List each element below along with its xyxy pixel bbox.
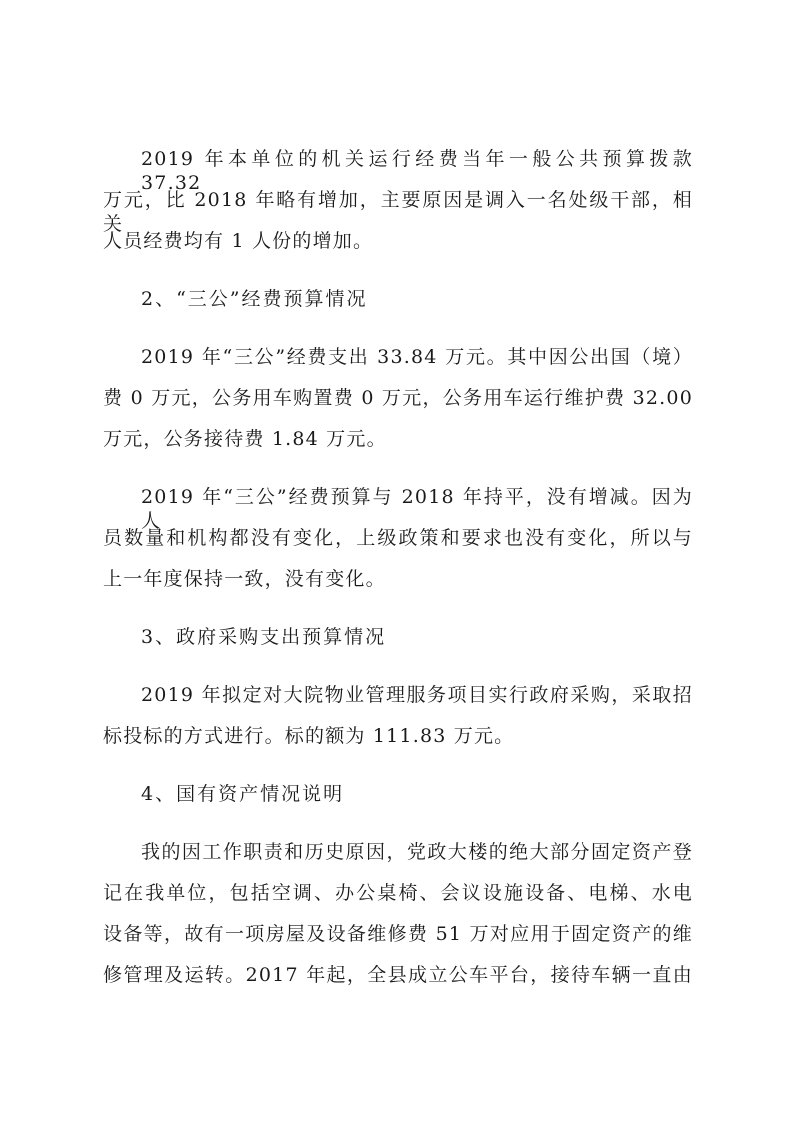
para1-line3: 人员经费均有 1 人份的增加。 [103,230,374,252]
section-heading-3: 3、政府采购支出预算情况 [141,626,387,648]
para3-line2: 员数量和机构都没有变化，上级政策和要求也没有变化，所以与 [103,527,693,549]
para5-line2: 记在我单位，包括空调、办公桌椅、会议设施设备、电梯、水电 [103,882,693,904]
para5-line3: 设备等，故有一项房屋及设备维修费 51 万对应用于固定资产的维 [103,923,693,945]
para4-line2: 标投标的方式进行。标的额为 111.83 万元。 [103,725,515,747]
para1-line1: 2019 年本单位的机关运行经费当年一般公共预算拨款 37.32 [141,148,693,194]
para3-line3: 上一年度保持一致，没有变化。 [103,568,386,590]
para2-line2: 费 0 万元，公务用车购置费 0 万元，公务用车运行维护费 32.00 [103,387,693,409]
para1-line2: 万元，比 2018 年略有增加，主要原因是调入一名处级干部，相关 [103,189,693,235]
para2-line1: 2019 年“三公”经费支出 33.84 万元。其中因公出国（境） [141,346,693,368]
para5-line1: 我的因工作职责和历史原因，党政大楼的绝大部分固定资产登 [141,841,693,863]
para2-line3: 万元，公务接待费 1.84 万元。 [103,428,387,450]
section-heading-2: 2、“三公”经费预算情况 [141,288,368,310]
para3-line1: 2019 年“三公”经费预算与 2018 年持平，没有增减。因为人 [141,486,693,532]
para5-line4: 修管理及运转。2017 年起，全县成立公车平台，接待车辆一直由 [103,964,693,986]
section-heading-4: 4、国有资产情况说明 [141,783,345,805]
para4-line1: 2019 年拟定对大院物业管理服务项目实行政府采购，采取招 [141,684,693,706]
